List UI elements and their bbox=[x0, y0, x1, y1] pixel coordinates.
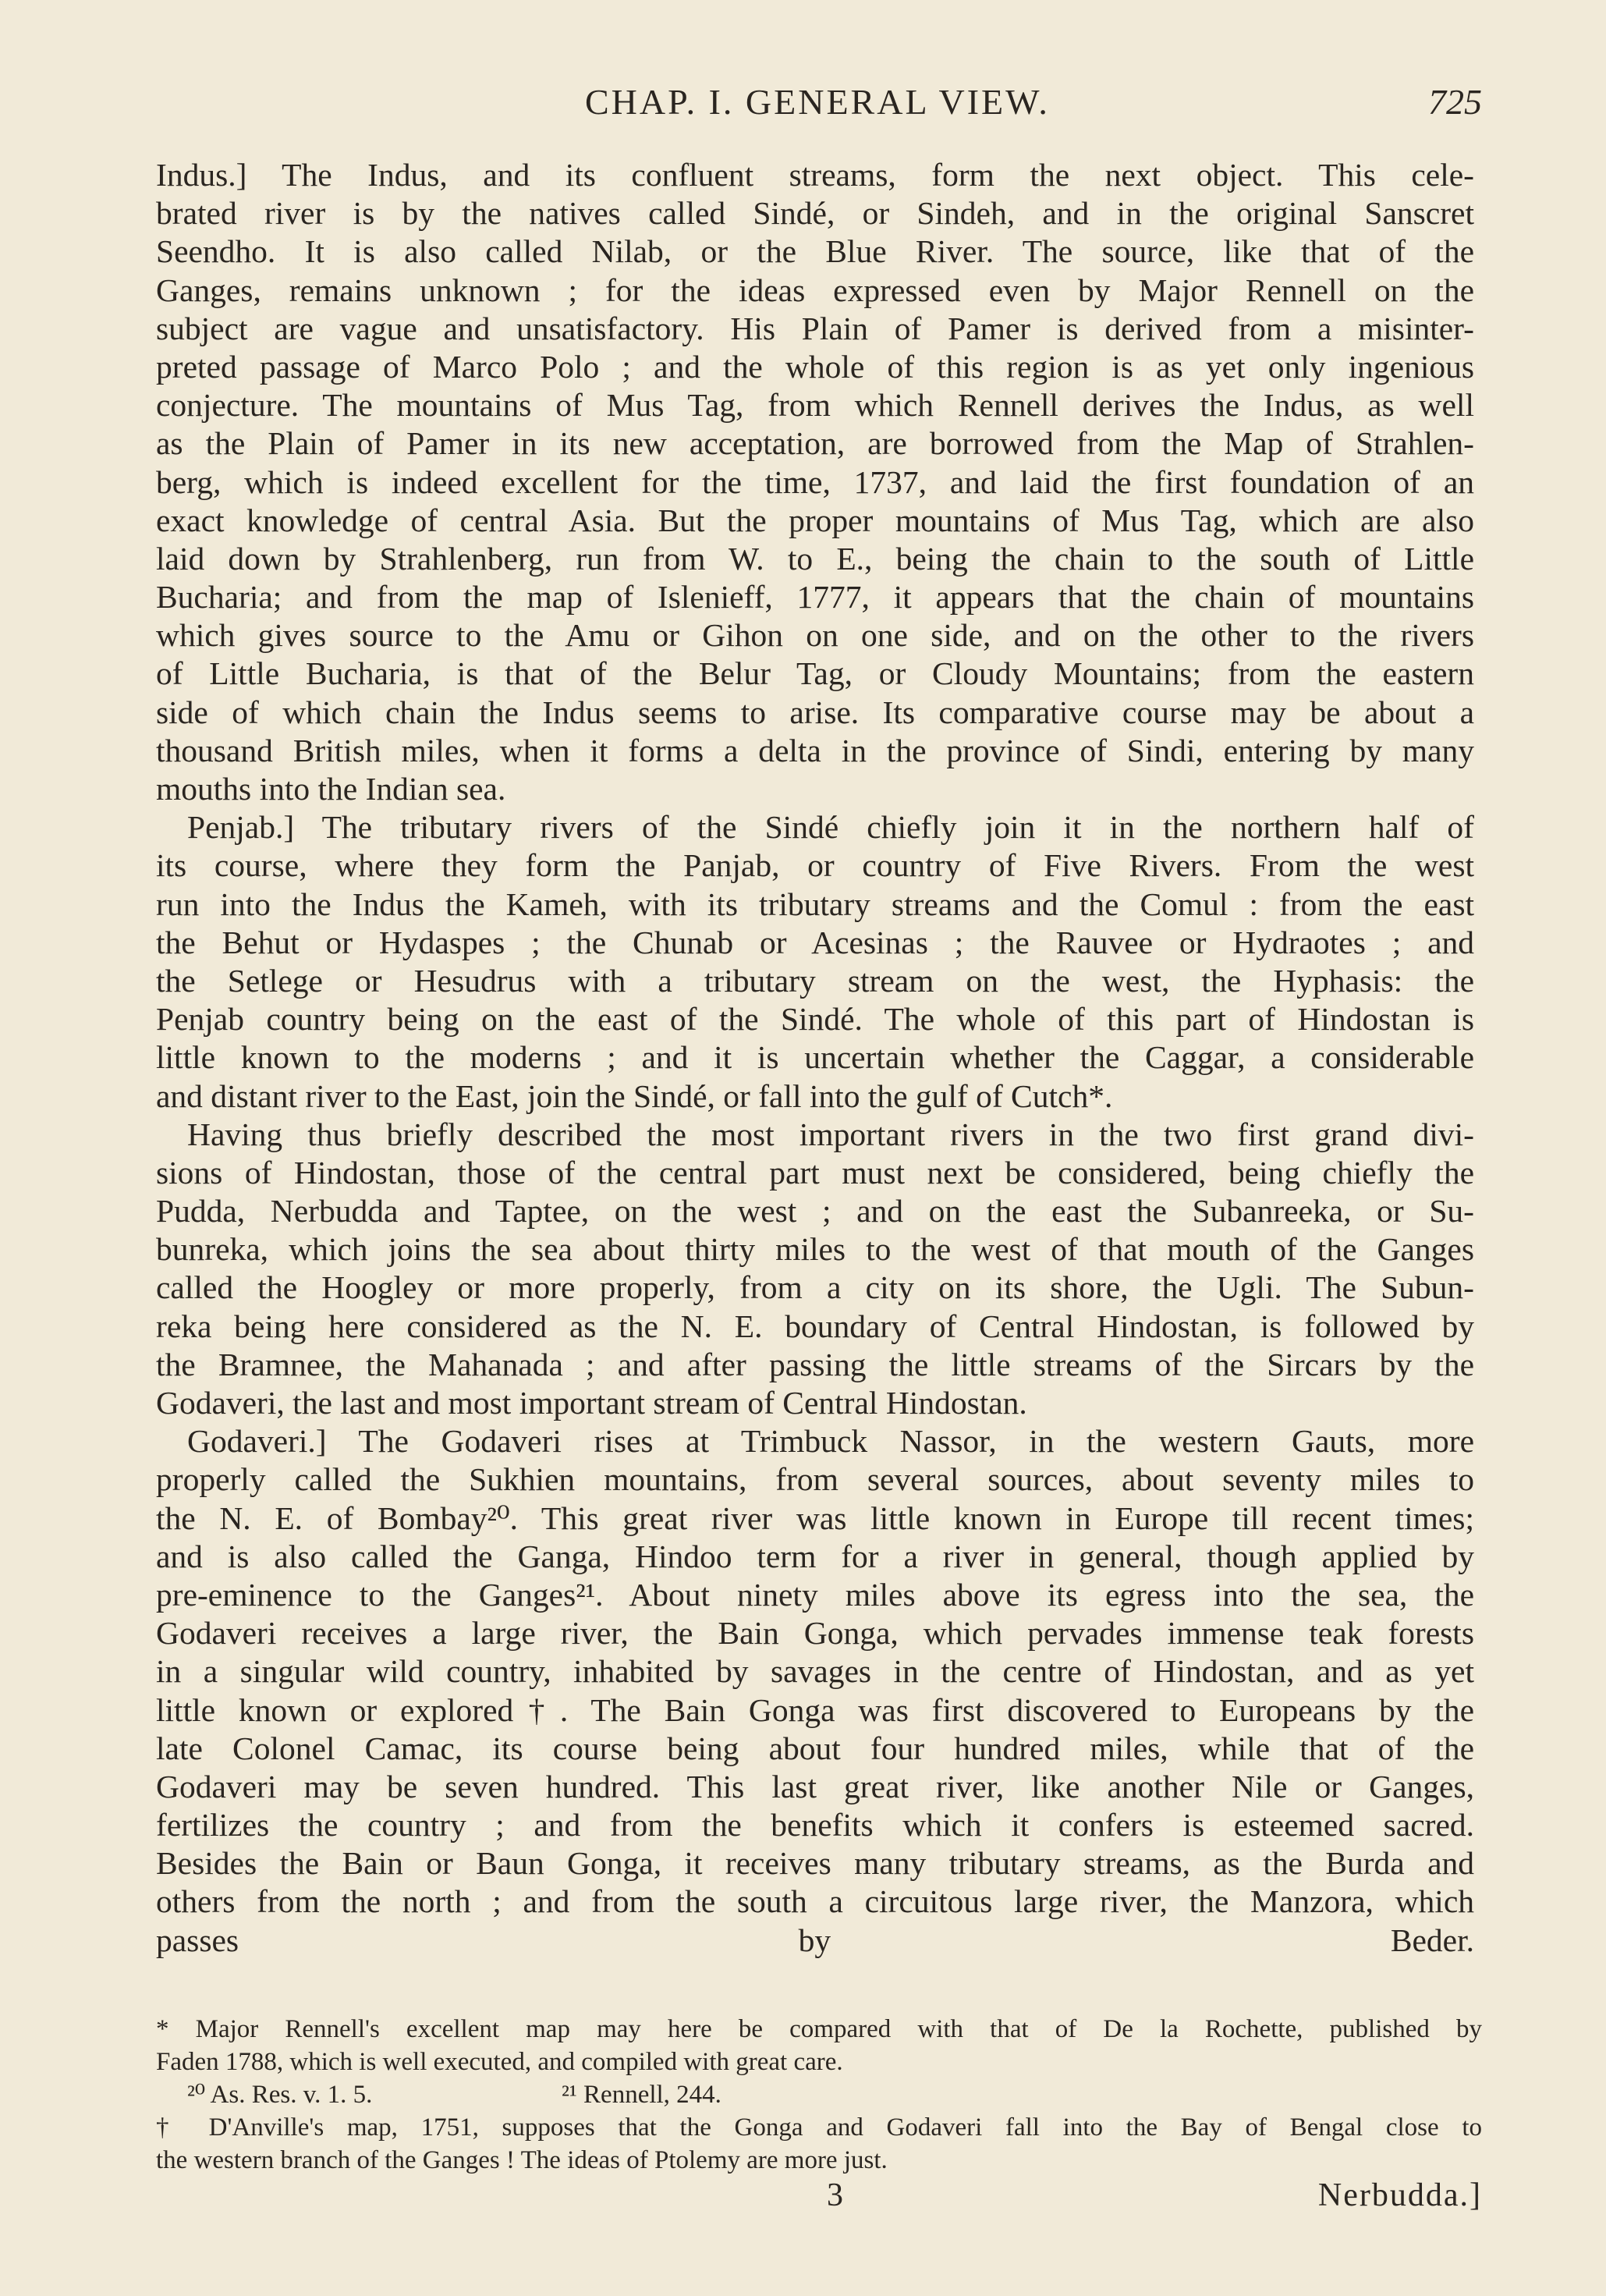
catchword: Nerbudda.] bbox=[1317, 2177, 1482, 2213]
text-line: brated river is by the natives called Sindé, or Sindeh, and in the original Sanscret bbox=[156, 195, 1474, 232]
text-line: the Behut or Hydaspes ; the Chunab or Acesinas ; the Rauvee or Hydraotes ; and bbox=[156, 924, 1474, 960]
text-line: passes by Beder. bbox=[156, 1922, 1474, 1958]
text-line: Pudda, Nerbudda and Taptee, on the west ; and on the east the Subanreeka, or Su- bbox=[156, 1193, 1474, 1230]
text-line: the Setlege or Hesudrus with a tributary stream on the west, the Hyphasis: the bbox=[156, 962, 1474, 999]
footnote-refs bbox=[156, 2078, 1482, 2111]
text-line: Seendho. It is also called Nilab, or the Blue River. The source, like that of the bbox=[156, 233, 1474, 270]
footnote-ref-20: ²⁰ As. Res. v. 1. 5. bbox=[187, 2081, 373, 2109]
running-header bbox=[156, 81, 1482, 128]
text-line: fertilizes the country ; and from the benefits which it confers is esteemed sacred. bbox=[156, 1807, 1474, 1844]
text-line: bunreka, which joins the sea about thirty miles to the west of that mouth of the Ganges bbox=[156, 1231, 1474, 1268]
page-footer bbox=[156, 2177, 1482, 2220]
text-line: sions of Hindostan, those of the central part must next be considered, being chiefly the bbox=[156, 1154, 1474, 1191]
body-text bbox=[156, 156, 1474, 1960]
footnote-dagger-line: † D'Anville's map, 1751, supposes that the Gonga and Godaveri fall into the Bay of Bengal close to bbox=[156, 2113, 1482, 2142]
signature-mark: 3 bbox=[827, 2177, 843, 2213]
text-line: which gives source to the Amu or Gihon on one side, and on the other to the rivers bbox=[156, 617, 1474, 654]
text-line: Besides the Bain or Baun Gonga, it receives many tributary streams, as the Burda and bbox=[156, 1845, 1474, 1882]
footnote-dagger-line: the western branch of the Ganges ! The ideas of Ptolemy are more just. bbox=[156, 2146, 888, 2174]
text-line: the Bramnee, the Mahanada ; and after passing the little streams of the Sircars by the bbox=[156, 1346, 1474, 1382]
text-line: and is also called the Ganga, Hindoo term for a river in general, though applied by bbox=[156, 1538, 1474, 1574]
text-line: as the Plain of Pamer in its new acceptation, are borrowed from the Map of Strahlen- bbox=[156, 425, 1474, 462]
text-line: thousand British miles, when it forms a delta in the province of Sindi, entering by many bbox=[156, 732, 1474, 768]
text-line: little known or explored†. The Bain Gonga was first discovered to Europeans by the bbox=[156, 1691, 1474, 1728]
footnote-star-line: Faden 1788, which is well executed, and compiled with great care. bbox=[156, 2048, 843, 2076]
chapter-title: CHAP. I. GENERAL VIEW. bbox=[585, 82, 1050, 122]
text-line: pre-eminence to the Ganges²¹. About ninety miles above its egress into the sea, the bbox=[156, 1576, 1474, 1613]
text-line: subject are vague and unsatisfactory. His Plain of Pamer is derived from a misinter- bbox=[156, 310, 1474, 346]
text-line: of Little Bucharia, is that of the Belur Tag, or Cloudy Mountains; from the eastern bbox=[156, 655, 1474, 692]
text-line: conjecture. The mountains of Mus Tag, from which Rennell derives the Indus, as well bbox=[156, 387, 1474, 424]
text-line: Godaveri.] The Godaveri rises at Trimbuck Nassor, in the western Gauts, more bbox=[187, 1423, 1474, 1460]
text-line: Penjab country being on the east of the Sindé. The whole of this part of Hindostan is bbox=[156, 1001, 1474, 1038]
text-line: Godaveri may be seven hundred. This last great river, like another Nile or Ganges, bbox=[156, 1768, 1474, 1805]
text-line: in a singular wild country, inhabited by savages in the centre of Hindostan, and as yet bbox=[156, 1653, 1474, 1690]
text-line: reka being here considered as the N. E. boundary of Central Hindostan, is followed by bbox=[156, 1308, 1474, 1344]
page-number: 725 bbox=[1428, 82, 1482, 122]
text-line: laid down by Strahlenberg, run from W. to E., being the chain to the south of Little bbox=[156, 540, 1474, 577]
text-line: run into the Indus the Kameh, with its tributary streams and the Comul : from the east bbox=[156, 885, 1474, 922]
text-line: Godaveri, the last and most important stream of Central Hindostan. bbox=[156, 1385, 1027, 1421]
text-line: Indus.] The Indus, and its confluent streams, form the next object. This cele- bbox=[156, 157, 1474, 193]
text-line: preted passage of Marco Polo ; and the whole of this region is as yet only ingenious bbox=[156, 348, 1474, 385]
footnote-star-line: * Major Rennell's excellent map may here be compared with that of De la Rochette, published by bbox=[156, 2015, 1482, 2043]
text-line: side of which chain the Indus seems to arise. Its comparative course may be about a bbox=[156, 694, 1474, 730]
text-line: exact knowledge of central Asia. But the proper mountains of Mus Tag, which are also bbox=[156, 502, 1474, 538]
text-line: others from the north ; and from the south a circuitous large river, the Manzora, which bbox=[156, 1883, 1474, 1920]
text-line: berg, which is indeed excellent for the time, 1737, and laid the first foundation of an bbox=[156, 463, 1474, 500]
text-line: Bucharia; and from the map of Islenieff, 1777, it appears that the chain of mountains bbox=[156, 579, 1474, 616]
text-line: mouths into the Indian sea. bbox=[156, 771, 506, 807]
text-line: little known to the moderns ; and it is uncertain whether the Caggar, a considerable bbox=[156, 1039, 1474, 1076]
text-line: the N. E. of Bombay²⁰. This great river was little known in Europe till recent times; bbox=[156, 1499, 1474, 1536]
text-line: its course, where they form the Panjab, or country of Five Rivers. From the west bbox=[156, 847, 1474, 884]
text-line: properly called the Sukhien mountains, from several sources, about seventy miles to bbox=[156, 1461, 1474, 1498]
text-line: Having thus briefly described the most important rivers in the two first grand divi- bbox=[187, 1116, 1474, 1152]
footnote-ref-21: ²¹ Rennell, 244. bbox=[562, 2081, 721, 2109]
text-line: Penjab.] The tributary rivers of the Sindé chiefly join it in the northern half of bbox=[187, 809, 1474, 846]
text-line: late Colonel Camac, its course being about four hundred miles, while that of the bbox=[156, 1730, 1474, 1766]
text-line: and distant river to the East, join the Sindé, or fall into the gulf of Cutch*. bbox=[156, 1077, 1113, 1114]
text-line: Godaveri receives a large river, the Bain Gonga, which pervades immense teak forests bbox=[156, 1615, 1474, 1652]
text-line: Ganges, remains unknown ; for the ideas expressed even by Major Rennell on the bbox=[156, 271, 1474, 308]
text-line: called the Hoogley or more properly, from a city on its shore, the Ugli. The Subun- bbox=[156, 1269, 1474, 1306]
footnotes bbox=[156, 2013, 1482, 2177]
